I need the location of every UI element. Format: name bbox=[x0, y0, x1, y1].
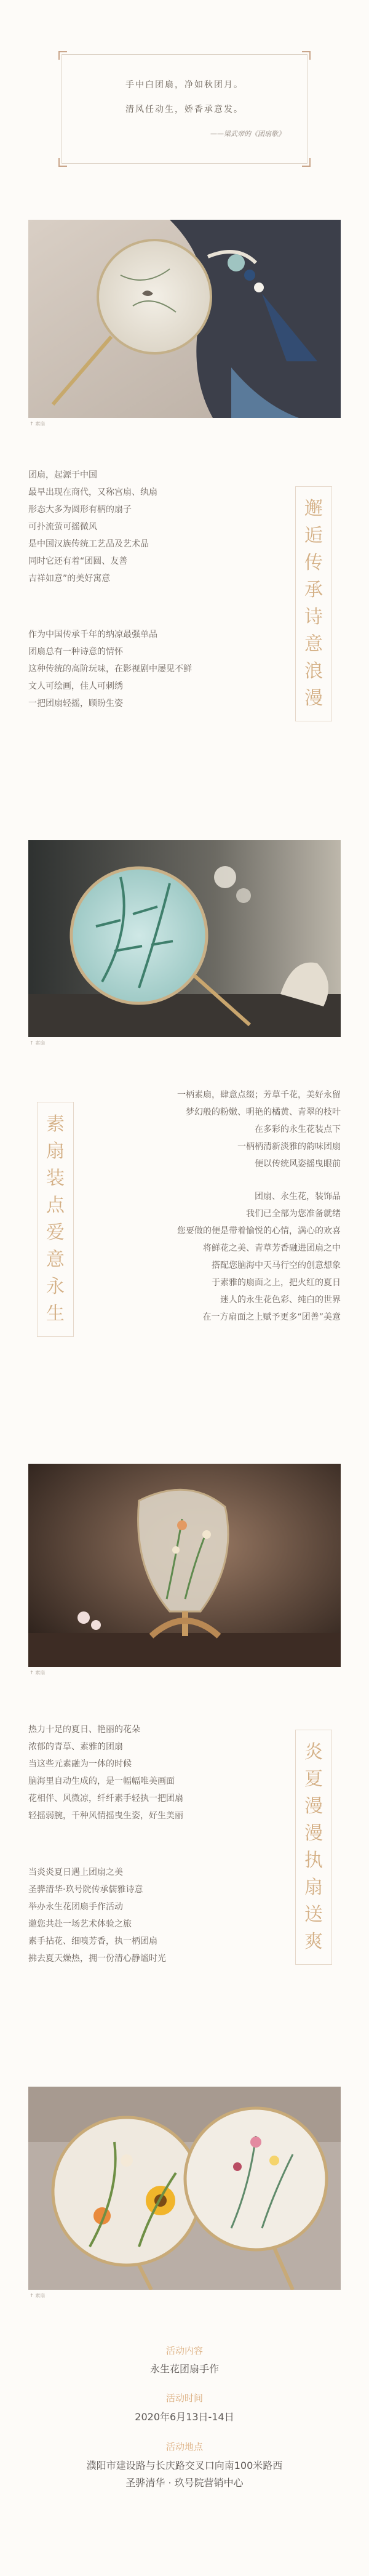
title-char: 扇 bbox=[304, 1877, 323, 1898]
text-line: 浓郁的青草、素雅的团扇 bbox=[28, 1742, 123, 1752]
activity-time-value: 2020年6月13日-14日 bbox=[135, 2411, 234, 2423]
text-line: 在一方扇面之上赋予更多“团善”美意 bbox=[202, 1312, 341, 1322]
photo-caption: ↑ 素扇 bbox=[30, 2293, 46, 2298]
title-char: 意 bbox=[46, 1249, 65, 1270]
text-line: 举办永生花团扇手作活动 bbox=[28, 1902, 123, 1912]
title-char: 意 bbox=[304, 633, 323, 655]
section3-paragraph2 bbox=[28, 1864, 166, 1967]
text-line: 在多彩的永生花装点下 bbox=[255, 1125, 341, 1134]
text-line: 团扇、永生花，装饰品 bbox=[255, 1192, 341, 1202]
poem-line-1: 手中白团扇，净如秋团月。 bbox=[125, 80, 244, 90]
text-line: 同时它还有着“团圆、友善 bbox=[28, 556, 128, 566]
title-char: 漫 bbox=[304, 688, 323, 709]
text-line: 一柄柄清新淡雅的韵味团扇 bbox=[237, 1142, 341, 1152]
text-line: 搭配您脑海中天马行空的创意想象 bbox=[212, 1261, 341, 1270]
text-line: 一柄素扇，肆意点缀；芳草千花，美好永留 bbox=[177, 1090, 341, 1100]
activity-content-label: 活动内容 bbox=[165, 2345, 203, 2356]
text-line: 我们已全部为您准备就绪 bbox=[246, 1209, 341, 1219]
section2-paragraph2 bbox=[95, 1188, 341, 1326]
text-line: 形态大多为圆形有柄的扇子 bbox=[28, 505, 132, 515]
photo-bamboo-fan bbox=[28, 840, 341, 1037]
frame-corner bbox=[302, 51, 311, 60]
title-char: 扇 bbox=[46, 1141, 65, 1162]
section3-vertical-title bbox=[295, 1730, 332, 1965]
text-line: 圣骅清华·玖号院传承儒雅诗意 bbox=[28, 1885, 143, 1895]
text-line: 梦幻般的粉嫩、明艳的橘黄、青翠的枝叶 bbox=[186, 1107, 341, 1117]
section2-paragraph1 bbox=[95, 1086, 341, 1173]
title-char: 传 bbox=[304, 552, 323, 574]
activity-content-value: 永生花团扇手作 bbox=[149, 2363, 219, 2375]
poem-author: ——梁武帝的《团扇歌》 bbox=[210, 130, 285, 138]
photo-caption: ↑ 素扇 bbox=[30, 1040, 46, 1046]
text-line: 当炎炎夏日遇上团扇之美 bbox=[28, 1868, 123, 1877]
title-char: 浪 bbox=[304, 660, 323, 682]
poem-frame bbox=[62, 54, 308, 164]
title-char: 永 bbox=[46, 1276, 65, 1298]
text-line: 拂去夏天燥热，拥一份清心静谧时光 bbox=[28, 1954, 166, 1964]
photo-flower-fan-stand bbox=[28, 1464, 341, 1667]
text-line: 是中国汉族传统工艺品及艺术品 bbox=[28, 539, 149, 549]
text-line: 作为中国传承千年的纳凉最强单品 bbox=[28, 630, 157, 640]
title-char: 炎 bbox=[304, 1741, 323, 1763]
title-char: 装 bbox=[46, 1168, 65, 1189]
text-line: 可扑流萤可摇微风 bbox=[28, 522, 97, 532]
activity-place-line1: 濮阳市建设路与长庆路交叉口向南100米路西 bbox=[86, 2460, 283, 2471]
section1-vertical-title bbox=[295, 486, 332, 721]
text-line: 团扇总有一种诗意的情怀 bbox=[28, 647, 123, 657]
photo-two-flower-fans bbox=[28, 2087, 341, 2290]
photo-caption: ↑ 素扇 bbox=[30, 421, 46, 427]
frame-corner bbox=[58, 158, 67, 167]
title-char: 漫 bbox=[304, 1796, 323, 1817]
text-line: 这种传统的高阶玩味，在影视剧中屡见不鲜 bbox=[28, 664, 192, 674]
text-line: 您要做的便是带着愉悦的心情，满心的欢喜 bbox=[177, 1226, 341, 1236]
text-line: 文人可绘画，佳人可刺绣 bbox=[28, 681, 123, 691]
poem-line-2: 清风任动生，娇香承意发。 bbox=[125, 105, 244, 114]
text-line: 于素雅的扇面之上，把火红的夏日 bbox=[212, 1278, 341, 1288]
section1-paragraph2 bbox=[28, 626, 192, 712]
photo-fan-tassel bbox=[28, 220, 341, 418]
text-line: 将鲜花之美、青草芳香融进团扇之中 bbox=[203, 1243, 341, 1253]
text-line: 花相伴、风微凉，纤纤素手轻执一把团扇 bbox=[28, 1794, 183, 1804]
frame-corner bbox=[58, 51, 67, 60]
text-line: 一把团扇轻摇，顾盼生姿 bbox=[28, 699, 123, 708]
activity-time-label: 活动时间 bbox=[165, 2393, 203, 2404]
activity-place-line2: 圣骅清华 · 玖号院营销中心 bbox=[125, 2477, 244, 2489]
text-line: 最早出现在商代，又称宫扇、纨扇 bbox=[28, 488, 157, 497]
title-char: 素 bbox=[46, 1113, 65, 1135]
section1-paragraph1 bbox=[28, 467, 157, 587]
title-char: 漫 bbox=[304, 1823, 323, 1844]
title-char: 生 bbox=[46, 1303, 65, 1325]
text-line: 热力十足的夏日、艳丽的花朵 bbox=[28, 1725, 140, 1735]
text-line: 便以传统风姿摇曳眼前 bbox=[255, 1159, 341, 1169]
title-char: 夏 bbox=[304, 1768, 323, 1790]
title-char: 诗 bbox=[304, 606, 323, 628]
text-line: 吉祥如意”的美好寓意 bbox=[28, 574, 111, 584]
section2-vertical-title bbox=[37, 1102, 74, 1337]
text-line: 轻摇弱腕，千种风情摇曳生姿，好生美丽 bbox=[28, 1811, 183, 1821]
title-char: 承 bbox=[304, 579, 323, 601]
frame-corner bbox=[302, 158, 311, 167]
text-line: 团扇，起源于中国 bbox=[28, 470, 97, 480]
text-line: 邀您共赴一场艺术体验之旅 bbox=[28, 1919, 132, 1929]
text-line: 当这些元素融为一体的时候 bbox=[28, 1759, 132, 1769]
title-char: 执 bbox=[304, 1850, 323, 1871]
text-line: 素手拈花、细嗅芳香，执一柄团扇 bbox=[28, 1936, 157, 1946]
text-line: 迷人的永生花色彩、纯白的世界 bbox=[220, 1295, 341, 1305]
photo-caption: ↑ 素扇 bbox=[30, 1670, 46, 1675]
title-char: 点 bbox=[46, 1195, 65, 1216]
title-char: 送 bbox=[304, 1904, 323, 1925]
text-line: 脑海里自动生成的，是一幅幅唯美画面 bbox=[28, 1776, 175, 1786]
title-char: 爱 bbox=[46, 1222, 65, 1243]
section3-paragraph1 bbox=[28, 1721, 183, 1824]
title-char: 邂 bbox=[304, 498, 323, 520]
activity-place-label: 活动地点 bbox=[165, 2441, 203, 2452]
title-char: 逅 bbox=[304, 525, 323, 547]
title-char: 爽 bbox=[304, 1931, 323, 1952]
